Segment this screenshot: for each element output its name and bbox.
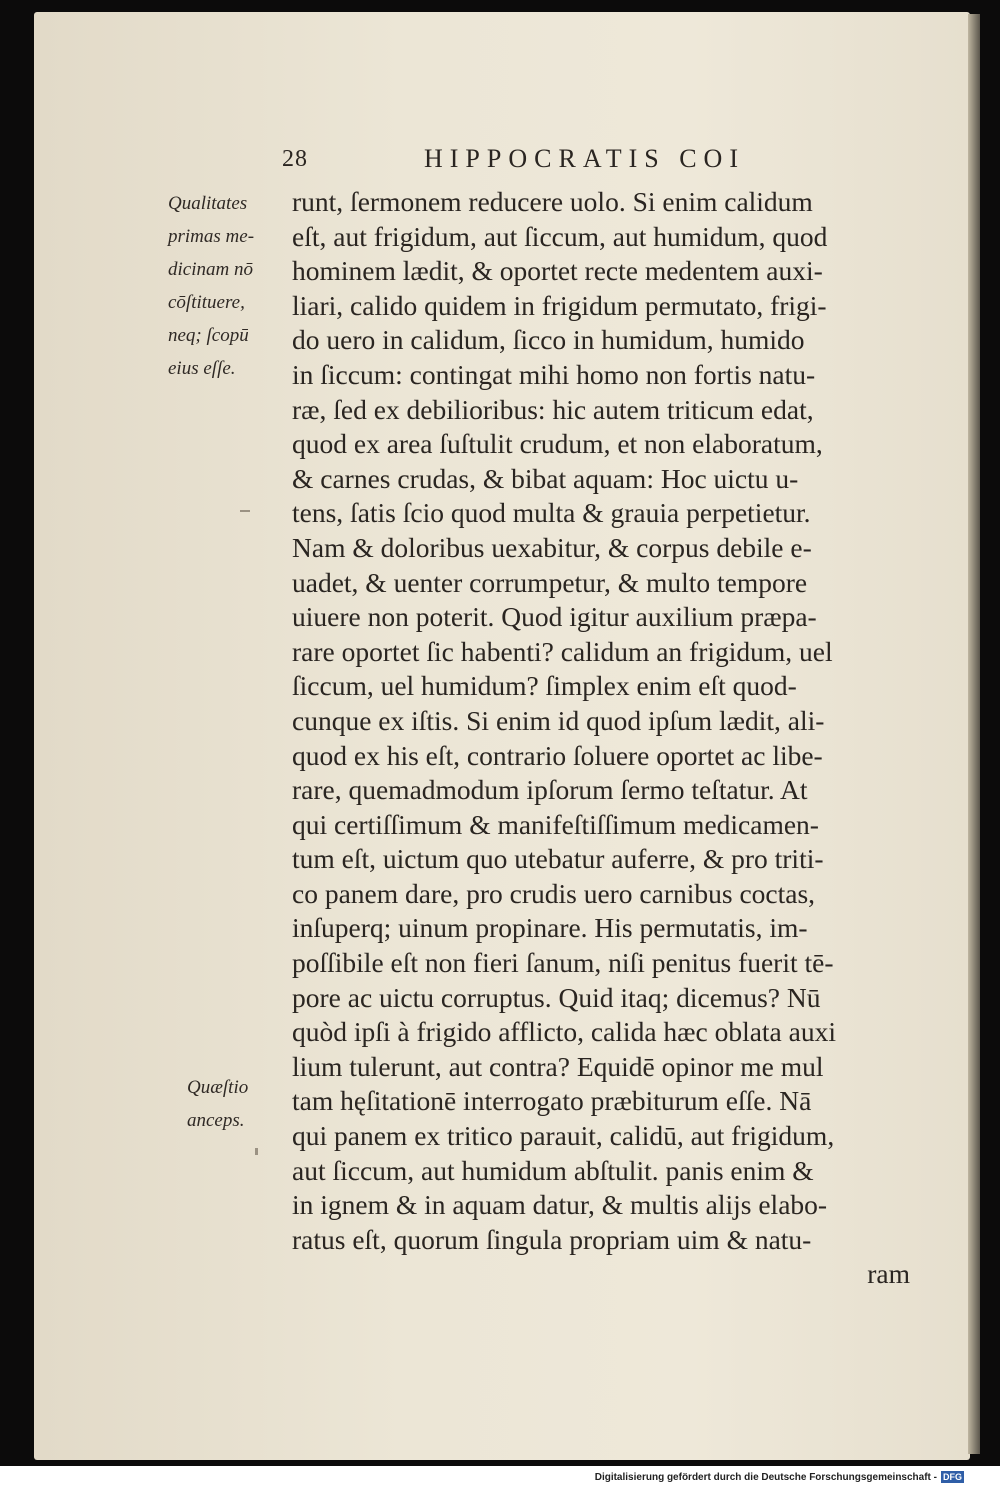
text-line: co panem dare, pro crudis uero carnibus coctas,: [292, 877, 816, 909]
text-line: uadet, & uenter corrumpetur, & multo tempore: [292, 566, 808, 598]
text-line: in ſiccum: contingat mihi homo non fortis natu-: [292, 358, 816, 390]
text-line: rare oportet ſic habenti? calidum an frigidum, uel: [292, 635, 833, 667]
text-line: quòd ipſi à frigido afflicto, calida hæc oblata auxi: [292, 1016, 836, 1048]
marginal-note-qualitates: [168, 187, 286, 385]
text-line: quod ex his eſt, contrario ſoluere oportet ac libe-: [292, 739, 823, 771]
footer-credit: Digitalisierung gefördert durch die Deutsche Forschungsgemeinschaft -: [594, 1471, 937, 1483]
text-line: ſiccum, uel humidum? ſimplex enim eſt quod-: [292, 670, 797, 702]
text-line: ræ, ſed ex debilioribus: hic autem triticum edat,: [292, 393, 814, 425]
text-line: pore ac uictu corruptus. Quid itaq; dicemus? Nū: [292, 981, 821, 1013]
page-number: 28: [282, 146, 308, 172]
text-line: inſuperq; uinum propinare. His permutatis, im-: [292, 912, 808, 944]
text-line: runt, ſermonem reducere uolo. Si enim calidum: [292, 186, 813, 217]
paper-speck: [240, 510, 250, 512]
text-line: tens, ſatis ſcio quod multa & grauia perpetietur.: [292, 497, 811, 529]
paper-speck: [255, 1148, 258, 1155]
marginal-line: eius eſſe.: [168, 358, 236, 379]
text-line: tum eſt, uictum quo utebatur auferre, & pro triti-: [292, 843, 824, 875]
text-line: hominem lædit, & oportet recte medentem auxi-: [292, 255, 823, 287]
text-line: Nam & doloribus uexabitur, & corpus debile e-: [292, 531, 812, 563]
text-line: & carnes crudas, & bibat aquam: Hoc uictu u-: [292, 462, 799, 494]
page-edge: [968, 14, 980, 1454]
marginal-line: dicinam nō: [168, 259, 253, 280]
text-line: do uero in calidum, ſicco in humidum, humido: [292, 324, 805, 356]
body-text: [292, 185, 922, 1292]
text-line: ratus eſt, quorum ſingula propriam uim & natu-: [292, 1223, 812, 1255]
marginal-line: Quæſtio: [187, 1077, 249, 1098]
marginal-line: anceps.: [187, 1110, 245, 1131]
marginal-line: cōſtituere,: [168, 292, 245, 313]
text-line: aut ſiccum, aut humidum abſtulit. panis enim &: [292, 1154, 814, 1186]
text-line: tam hęſitationē interrogato præbiturum eſſe. Nā: [292, 1085, 812, 1117]
marginal-note-quaestio: [187, 1071, 287, 1137]
marginal-line: neq; ſcopū: [168, 325, 249, 346]
text-line: qui panem ex tritico parauit, calidū, aut frigidum,: [292, 1120, 835, 1152]
text-line: qui certiſſimum & manifeſtiſſimum medicamen-: [292, 808, 819, 840]
text-line: rare, quemadmodum ipſorum ſermo teſtatur. At: [292, 774, 808, 806]
marginal-line: Qualitates: [168, 193, 248, 214]
text-line: in ignem & in aquam datur, & multis alijs elabo-: [292, 1189, 828, 1221]
text-line: cunque ex iſtis. Si enim id quod ipſum lædit, ali-: [292, 704, 825, 736]
text-line: lium tulerunt, aut contra? Equidē opinor me mul: [292, 1050, 824, 1082]
catchword: ram: [867, 1258, 910, 1290]
text-line: eſt, aut frigidum, aut ſiccum, aut humidum, quod: [292, 220, 828, 252]
text-line: poſſibile eſt non fieri ſanum, niſi penitus fuerit tē-: [292, 947, 834, 979]
marginal-line: primas me-: [168, 226, 255, 247]
page-title: HIPPOCRATIS COI: [424, 144, 745, 173]
digitization-footer: [595, 1469, 964, 1485]
text-line: uiuere non poterit. Quod igitur auxilium præpa-: [292, 601, 817, 633]
text-line: liari, calido quidem in frigidum permutato, frigi-: [292, 289, 827, 321]
running-head: [282, 140, 922, 180]
text-line: quod ex area ſuſtulit crudum, et non elaboratum,: [292, 428, 823, 460]
dfg-logo-icon: DFG: [943, 1472, 962, 1482]
